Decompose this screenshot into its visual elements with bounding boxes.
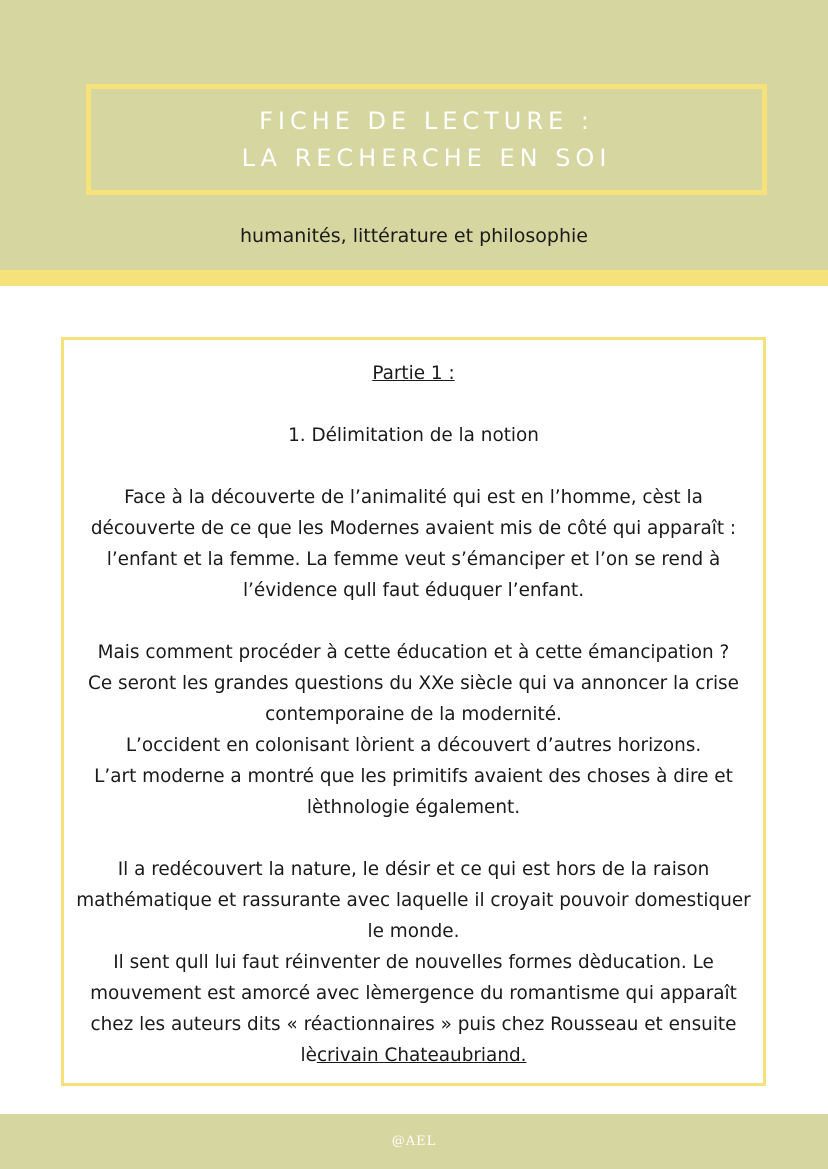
header-stripe [0, 270, 828, 286]
title-line-1: FICHE DE LECTURE : [259, 106, 594, 135]
paragraph-1: Face à la découverte de l’animalité qui est en l’homme, cèst la découverte de ce que les Modernes avaient mis de côté qui apparaît : l’enfant et la femme. La femme veut s’émanciper et l’on se rend à l’évidence qull faut éduquer l’enfant. [90, 487, 737, 601]
subtitle: humanités, littérature et philosophie [240, 225, 588, 247]
paragraph-2-line-2: Ce seront les grandes questions du XXe siècle qui va annoncer la crise contemporaine de la modernité. [88, 673, 739, 725]
footer-band [0, 1114, 828, 1169]
paragraph-3-line-1: Il a redécouvert la nature, le désir et ce qui est hors de la raison mathématique et rassurante avec laquelle il croyait pouvoir domestiquer le monde. [76, 859, 751, 942]
paragraph-2-line-4: L’art moderne a montré que les primitifs avaient des choses à dire et lèthnologie également. [94, 766, 733, 818]
paragraph-2-line-3: L’occident en colonisant lòrient a découvert d’autres horizons. [125, 735, 702, 756]
paragraph-3-line-2-text: Il sent qull lui faut réinventer de nouvelles formes dèducation. Le mouvement est amorcé avec lèmergence du romantisme qui apparaît chez les auteurs dits « réactionnaires » puis chez Rousseau et ensuite lè [90, 952, 737, 1066]
title-box [86, 84, 767, 195]
footer-text: @AEL [391, 1134, 437, 1149]
spacer [72, 823, 755, 854]
section-heading: 1. Délimitation de la notion [288, 425, 539, 446]
paragraph-3-line-2 [72, 947, 755, 1071]
content-box [61, 337, 766, 1086]
spacer [72, 451, 755, 482]
underlined-text: crivain Chateaubriand. [316, 1045, 527, 1066]
paragraph-2-line-1: Mais comment procéder à cette éducation et à cette émancipation ? [97, 642, 730, 663]
header-band [0, 0, 828, 270]
spacer [72, 606, 755, 637]
title-line-2: LA RECHERCHE EN SOI [241, 143, 612, 172]
spacer [72, 389, 755, 420]
part-label: Partie 1 : [372, 363, 455, 384]
